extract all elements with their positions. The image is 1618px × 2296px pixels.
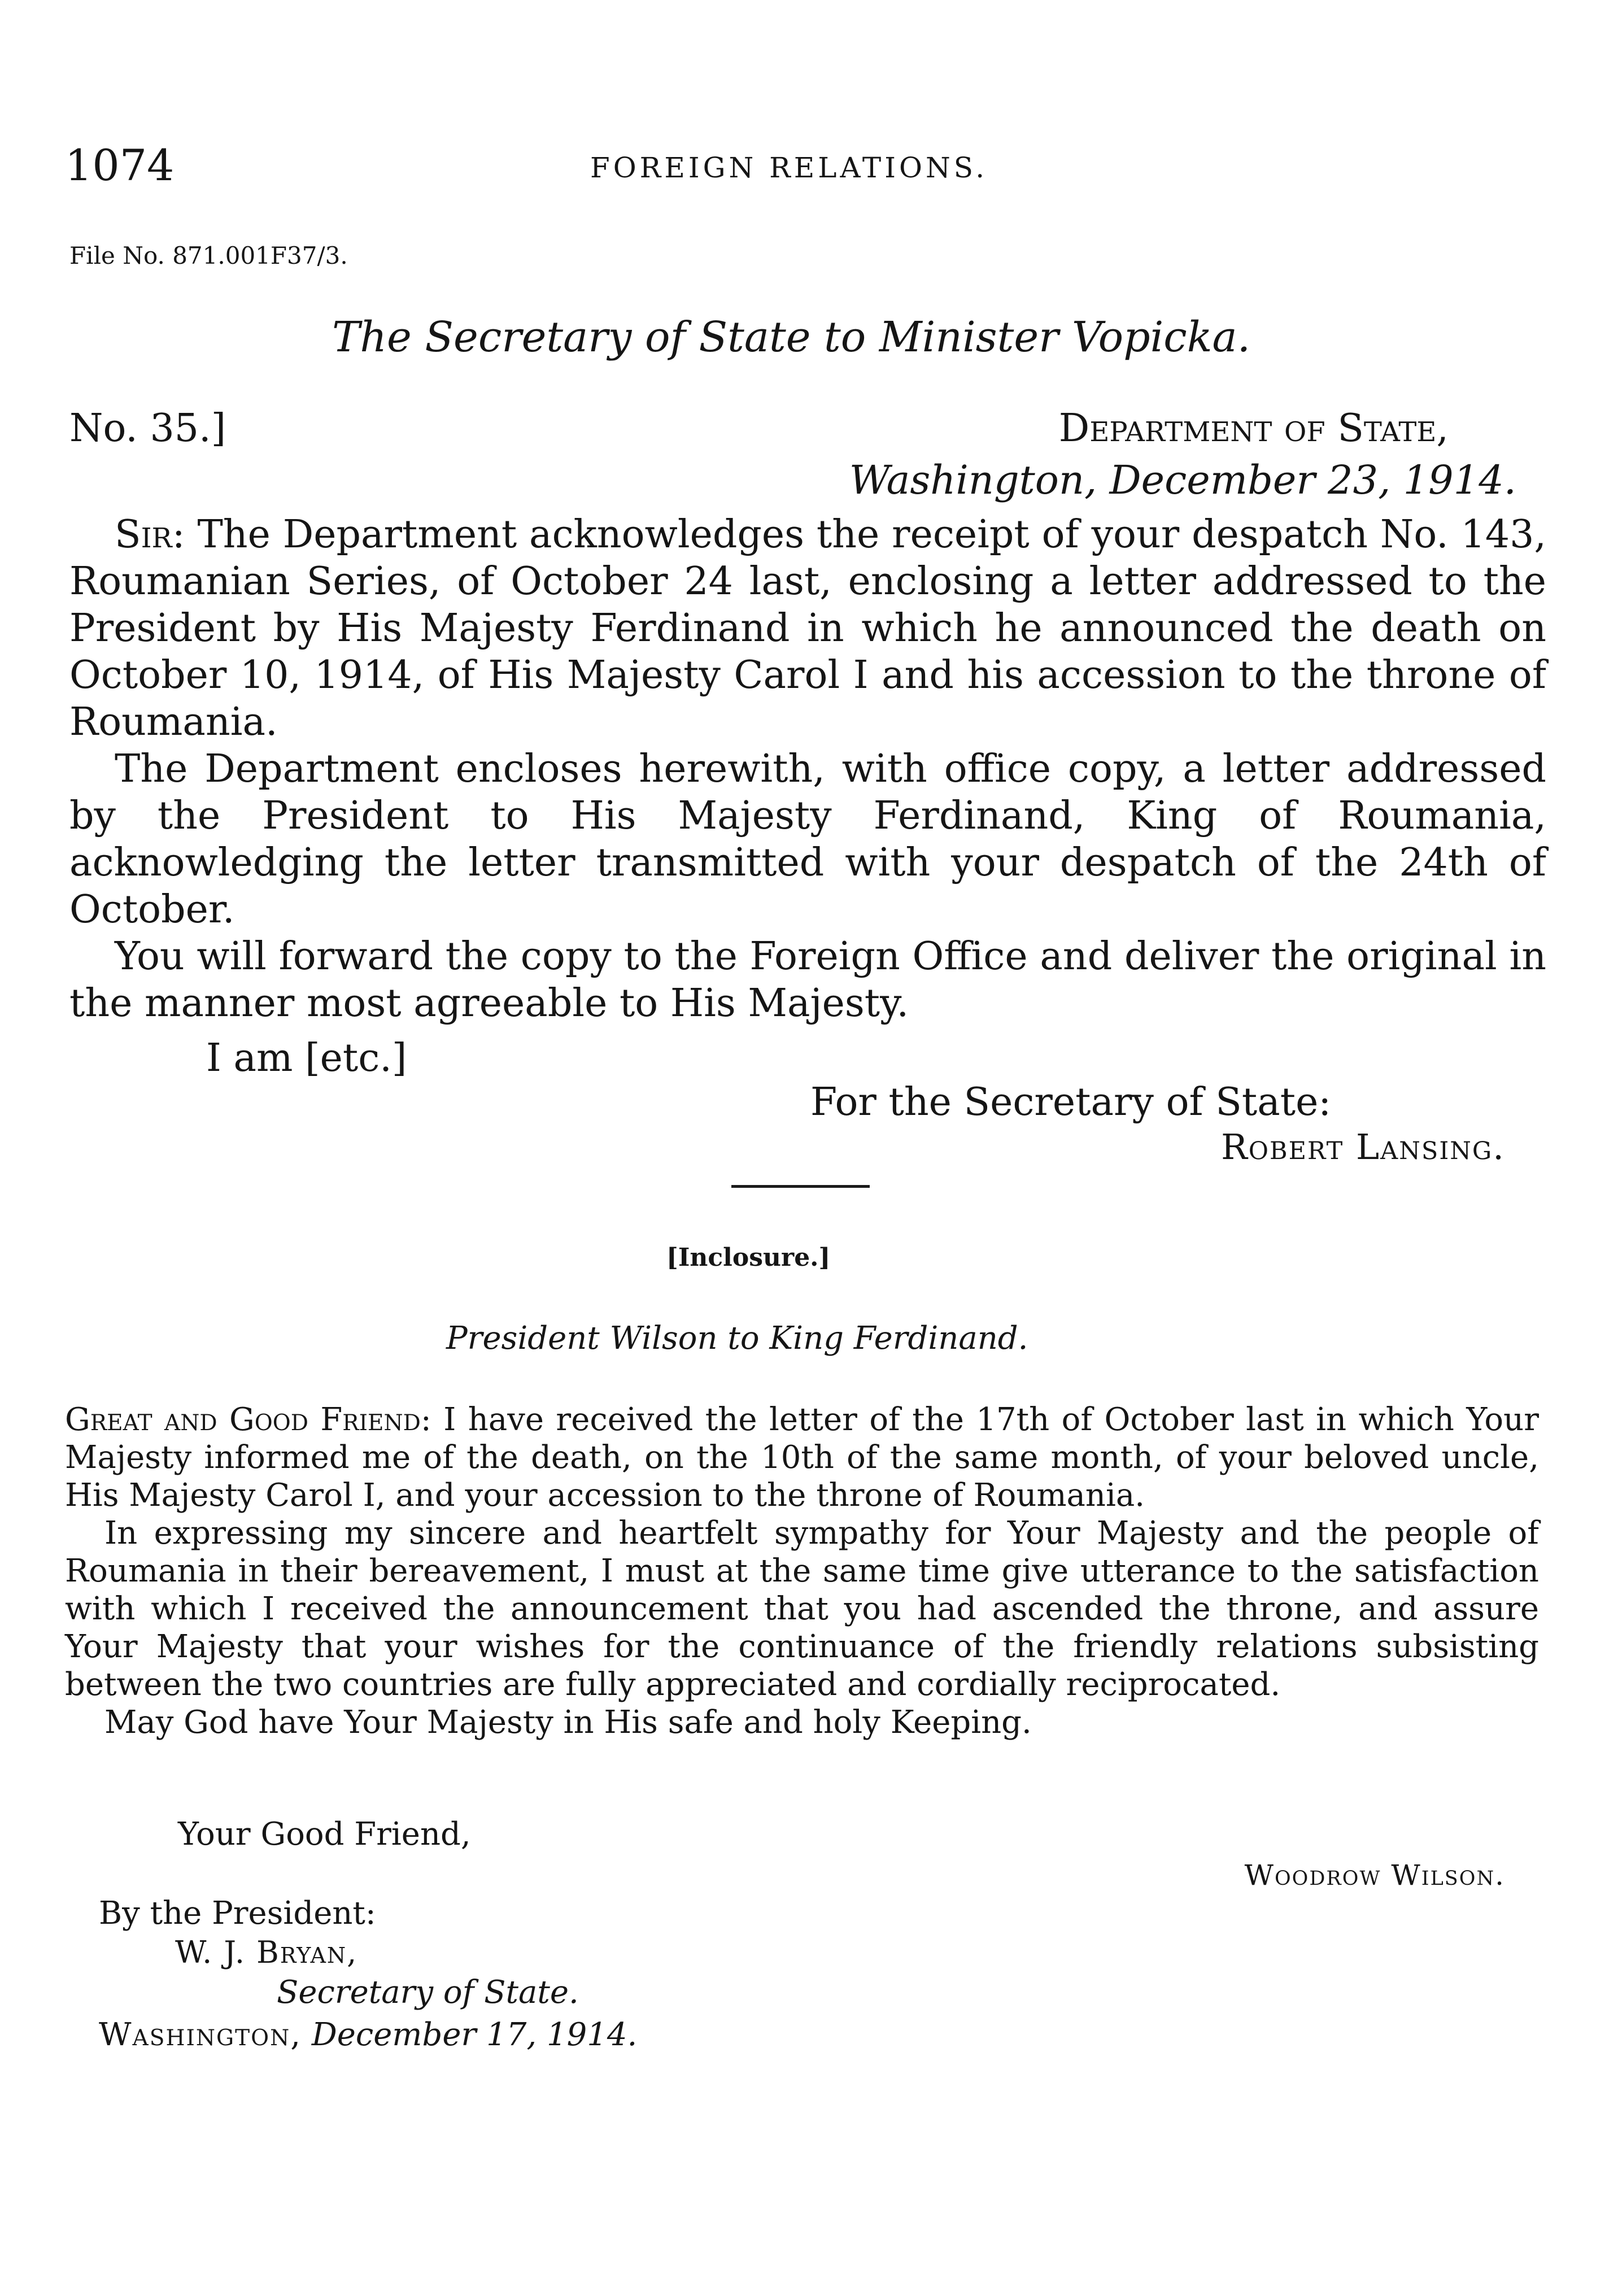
inclosure-label: [Inclosure.] xyxy=(666,1243,831,1272)
bryan-countersign: W. J. Bryan, xyxy=(175,1935,358,1970)
inclosure-closing: Your Good Friend, xyxy=(178,1816,471,1853)
for-secretary-line: For the Secretary of State: xyxy=(810,1080,1332,1125)
inclosure-place: Washington, xyxy=(99,2016,302,2053)
inclosure-body xyxy=(65,1401,1539,1741)
lansing-signature: Robert Lansing. xyxy=(1221,1126,1505,1167)
letter-dateline: Washington, December 23, 1914. xyxy=(849,457,1516,503)
department-heading: Department of State, xyxy=(1058,406,1449,451)
inclosure-dateline xyxy=(99,2016,638,2053)
inclosure-salutation: Great and Good Friend xyxy=(65,1401,421,1438)
by-the-president: By the President: xyxy=(99,1895,376,1932)
letter-body xyxy=(69,511,1546,1027)
letter-closing: I am [etc.] xyxy=(206,1036,407,1081)
page-number: 1074 xyxy=(65,140,175,190)
wilson-signature: Woodrow Wilson. xyxy=(1244,1859,1505,1892)
letter-paragraph-3: You will forward the copy to the Foreign Office and deliver the original in the manner most agreeable to His Majesty. xyxy=(69,934,1546,1026)
running-title: FOREIGN RELATIONS. xyxy=(590,151,988,184)
file-number: File No. 871.001F37/3. xyxy=(69,242,348,269)
inclosure-paragraph-3: May God have Your Majesty in His safe and holy Keeping. xyxy=(104,1704,1032,1741)
letter-title: The Secretary of State to Minister Vopicka. xyxy=(332,313,1251,361)
despatch-number: No. 35.] xyxy=(69,406,226,451)
inclosure-title: President Wilson to King Ferdinand. xyxy=(446,1320,1028,1357)
bryan-title: Secretary of State. xyxy=(277,1974,579,2011)
inclosure-paragraph-1-text: : I have received the letter of the 17th of October last in which Your Majesty informed me of the death, on the 10th of the same month, of your beloved uncle, His Majesty Carol I, and your accession to the throne of Roumania. xyxy=(65,1401,1539,1514)
inclosure-paragraph-2: In expressing my sincere and heartfelt sympathy for Your Majesty and the people of Roumania in their bereavement, I must at the same time give utterance to the satisfaction with which I received the announcement that you had ascended the throne, and assure Your Majesty that your wishes for the continuance of the friendly relations subsisting between the two countries are fully appreciated and cordially reciprocated. xyxy=(65,1515,1539,1703)
letter-paragraph-1-text: : The Department acknowledges the receipt of your despatch No. 143, Roumanian Series, of October 24 last, enclosing a letter addressed to the President by His Majesty Ferdinand in which he announced the death on October 10, 1914, of His Majesty Carol I and his accession to the throne of Roumania. xyxy=(69,512,1546,744)
letter-paragraph-1 xyxy=(69,511,1546,746)
inclosure-date: December 17, 1914. xyxy=(311,2016,638,2053)
section-divider xyxy=(731,1185,870,1188)
letter-paragraph-2: The Department encloses herewith, with office copy, a letter addressed by the President to His Majesty Ferdinand, King of Roumania, acknowledging the letter transmitted with your despatch of the 24th of October. xyxy=(69,747,1546,932)
inclosure-paragraph-1 xyxy=(65,1401,1539,1514)
letter-salutation: Sir xyxy=(115,512,172,557)
